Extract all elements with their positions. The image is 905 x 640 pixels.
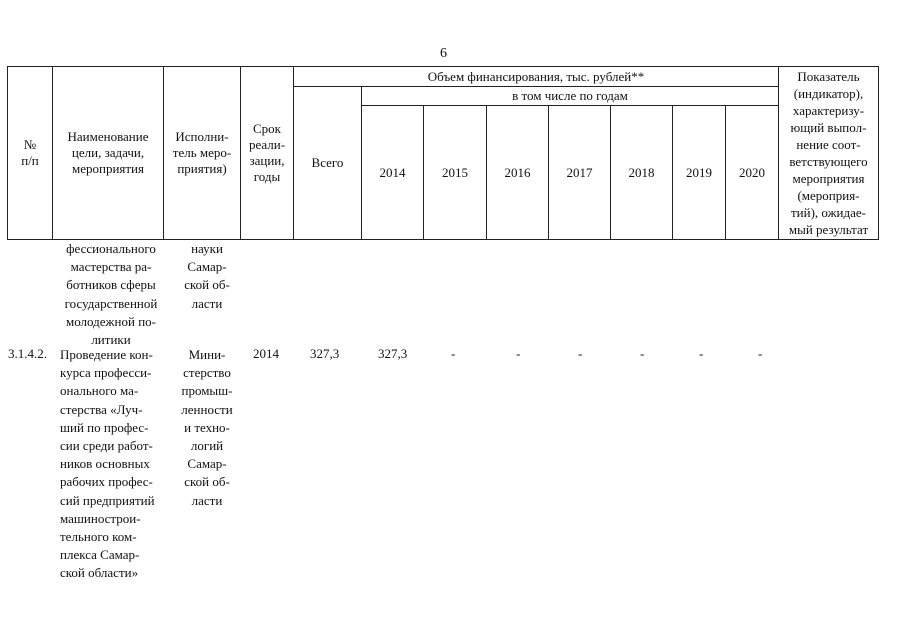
continued-row-executor: науки Самар- ской об- ласти xyxy=(184,241,230,311)
row-year-2020: - xyxy=(758,346,763,361)
row-name: Проведение кон- курса професси- онального ма- стерства «Луч- ший по профес- сии среди работ- ников основных рабочих профес- сий предприятий машинострои- тельного ком- плекса Самар- ской области» xyxy=(60,347,155,581)
header-year: 2014 xyxy=(379,164,406,180)
continued-row-name: фессионального мастерства ра- ботников сферы государственной молодежной по- литики xyxy=(64,241,158,348)
row-year-2017: - xyxy=(578,346,583,361)
header-year: 2017 xyxy=(566,164,593,180)
row-year-2016: - xyxy=(516,346,521,361)
header-year: 2018 xyxy=(628,164,655,180)
header-total: Всего xyxy=(311,155,344,170)
header-by-years: в том числе по годам xyxy=(512,88,628,103)
page-number: 6 xyxy=(440,46,447,61)
row-year-2015: - xyxy=(451,346,456,361)
header-indicator: Показатель (индикатор), характеризу- ющий выпол- нение соот- ветствующего мероприятия (мероприя- тий), ожидае- мый результат xyxy=(788,69,869,237)
row-year-2019: - xyxy=(699,346,704,361)
row-year-2018: - xyxy=(640,346,645,361)
row-term: 2014 xyxy=(253,346,279,361)
header-name: Наименование цели, задачи, мероприятия xyxy=(67,129,149,176)
row-number: 3.1.4.2. xyxy=(8,346,47,361)
header-year: 2020 xyxy=(739,164,765,180)
row-total: 327,3 xyxy=(310,346,340,361)
header-year: 2016 xyxy=(504,164,531,180)
header-year: 2019 xyxy=(686,164,712,180)
header-number: № п/п xyxy=(21,137,39,168)
header-term: Срок реали- зации, годы xyxy=(248,121,286,184)
header-executor: Исполни- тель меро- приятия) xyxy=(172,129,232,176)
header-year: 2015 xyxy=(442,164,468,180)
row-executor: Мини- стерство промыш- ленности и техно- логий Самар- ской об- ласти xyxy=(181,347,233,508)
header-funding: Объем финансирования, тыс. рублей** xyxy=(427,68,645,84)
row-year-2014: 327,3 xyxy=(378,346,408,361)
